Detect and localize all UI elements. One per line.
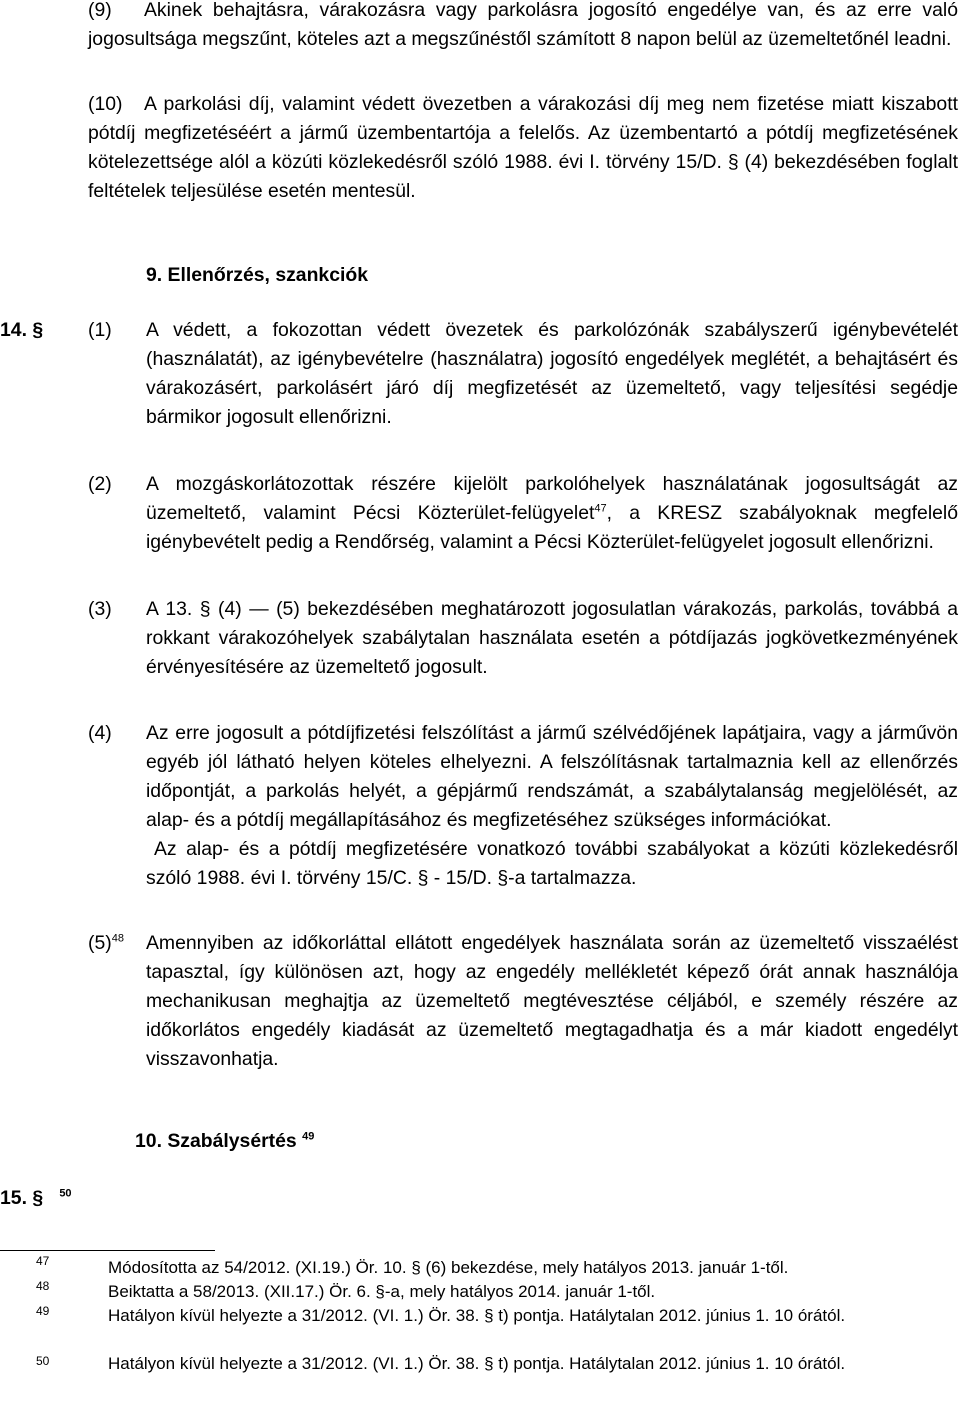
section-14-item-4 [88,719,958,892]
paragraph-text: Akinek behajtásra, várakozásra vagy parkolásra jogosító engedélye van, és az erre való jogosultsága megszűnt, köteles azt a megszűnéstől számított 8 napon belül az üzemeltetőnél leadni. [88,0,958,50]
footnote-number: 47 [36,1254,50,1268]
section-14-item-3 [88,595,958,682]
footnote-number: 50 [36,1354,50,1368]
item-text: Az erre jogosult a pótdíjfizetési felszólítást a jármű szélvédőjének lapátjaira, vagy a járművön egyéb jól látható helyen köteles elhelyezni. A felszólításnak tartalmaznia kell az ellenőrzés időpontját, a parkolás helyét, a gépjármű rendszámát, a szabálytalanság megjelölését, az alap- és a pótdíj megállapításához és megfizetéséhez szükséges információkat. Az alap- és a pótdíj megfizetésére vonatkozó további szabályokat a közúti közlekedésről szóló 1988. évi I. törvény 15/C. § - 15/D. §-a tartalmazza. [146,722,958,889]
section-14-item-5 [88,929,958,1074]
item-number: (1) [88,319,112,341]
paragraph-number: (10) [88,93,123,115]
paragraph-10 [88,90,958,206]
section-14-item-2 [88,470,958,557]
footnote-number: 49 [36,1304,50,1318]
footnote-ref-48[interactable]: 48 [111,932,124,945]
paragraph-text: A parkolási díj, valamint védett övezetben a várakozási díj meg nem fizetése miatt kiszabott pótdíj megfizetéséért a jármű üzembentartója a felelős. Az üzembentartó a pótdíj megfizetésének kötelezettsége alól a közúti közlekedésről szóló 1988. évi I. törvény 15/D. § (4) bekezdésében foglalt feltételek teljesülése esetén mentesül. [88,93,958,202]
item-text: A mozgáskorlátozottak részére kijelölt parkolóhelyek használatának jogosultságát az üzemeltető, valamint Pécsi Közterület-felügyelet$^{47}$, a KRESZ szabályoknak megfelelő igénybevételt pedig a Rendőrség, valamint a Pécsi Közterület-felügyelet jogosult ellenőrizni. [146,473,958,553]
paragraph-9 [88,0,958,54]
item-number: $(5)^{48}$ [88,932,124,954]
item-text: A védett, a fokozottan védett övezetek és parkolózónák szabályszerű igénybevételét (használatát), az igénybevételre (használatra) jogosító engedélyek meglétét, a behajtásért és várakozásért, parkolásért járó díj megfizetését az üzemeltető, vagy teljesítési segédje bármikor jogosult ellenőrizni. [146,319,958,428]
item-text: Amennyiben az időkorláttal ellátott engedélyek használata során az üzemeltető visszaélést tapasztal, így különösen azt, hogy az engedély mellékletét képező órát annak használója mechanikusan meghajtja az üzemeltető megtévesztése céljából, e személy részére az időkorlátos engedély kiadását az üzemeltető megtagadhatja és a már kiadott engedélyt visszavonhatja. [146,932,958,1070]
footnote-ref-49[interactable]: 49 [302,1130,315,1143]
footnote-49: Hatályon kívül helyezte a 31/2012. (VI. 1.) Ör. 38. § t) pontja. Hatálytalan 2012. június 1. 10 órától. [108,1306,846,1325]
footnote-47: Módosította az 54/2012. (XI.19.) Ör. 10. § (6) bekezdése, mely hatályos 2013. január 1-től. [108,1258,789,1277]
item-text: A 13. § (4) — (5) bekezdésében meghatározott jogosulatlan várakozás, parkolás, továbbá a rokkant várakozóhelyek szabálytalan használata esetén a pótdíjazás jogkövetkezményének érvényesítésére az üzemeltető jogosult. [146,598,958,678]
paragraph-number: (9) [88,0,112,21]
footnote-ref-47[interactable]: 47 [594,502,607,515]
item-number: (3) [88,598,112,620]
item-number: (4) [88,722,112,744]
footnote-50: Hatályon kívül helyezte a 31/2012. (VI. 1.) Ör. 38. § t) pontja. Hatálytalan 2012. június 1. 10 órától. [108,1354,846,1373]
footnote-number: 48 [36,1279,50,1293]
heading-ellenorzes: 9. Ellenőrzés, szankciók [146,264,369,286]
section-14-label: 14. § [0,319,44,341]
section-14-item-1 [88,316,958,432]
section-15-label: 15. § $^{50}$ [0,1187,72,1209]
footnote-48: Beiktatta a 58/2013. (XII.17.) Ör. 6. §-a, mely hatályos 2014. január 1-től. [108,1282,656,1301]
heading-szabalysertes: 10. Szabálysértés $^{49}$ [135,1130,315,1152]
item-number: (2) [88,473,112,495]
footnote-ref-50[interactable]: 50 [59,1187,72,1200]
footnote-separator [0,1250,215,1251]
